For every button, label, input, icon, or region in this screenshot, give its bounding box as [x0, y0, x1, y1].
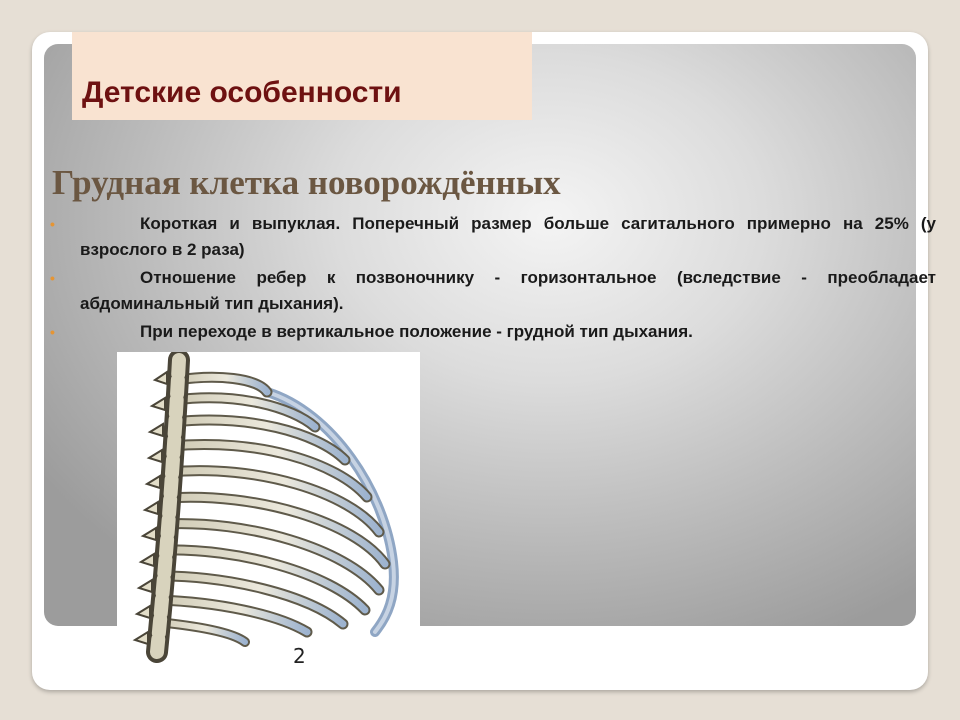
rib-cage-illustration-icon: [117, 352, 420, 682]
bullet-text: Короткая и выпуклая. Поперечный размер больше сагитального примерно на 25% (у взрослого в 2 раза): [80, 214, 936, 259]
bullet-text: При переходе в вертикальное положение - грудной тип дыхания.: [140, 322, 693, 341]
bullet-marker: •: [50, 216, 55, 232]
title-box: [72, 32, 532, 120]
bullet-marker: •: [50, 270, 55, 286]
slide-title: Детские особенности: [82, 76, 402, 109]
bullet-item: [50, 319, 936, 345]
slide-subtitle: Грудная клетка новорождённых: [52, 163, 561, 202]
bullet-item: [50, 265, 936, 317]
bullet-marker: •: [50, 324, 55, 340]
bullet-item: [50, 211, 936, 263]
figure-caption: 2: [293, 644, 306, 668]
rib-cage-figure: [117, 352, 420, 682]
bullet-text: Отношение ребер к позвоночнику - горизонтальное (вследствие - преобладает абдоминальный тип дыхания).: [80, 268, 936, 313]
